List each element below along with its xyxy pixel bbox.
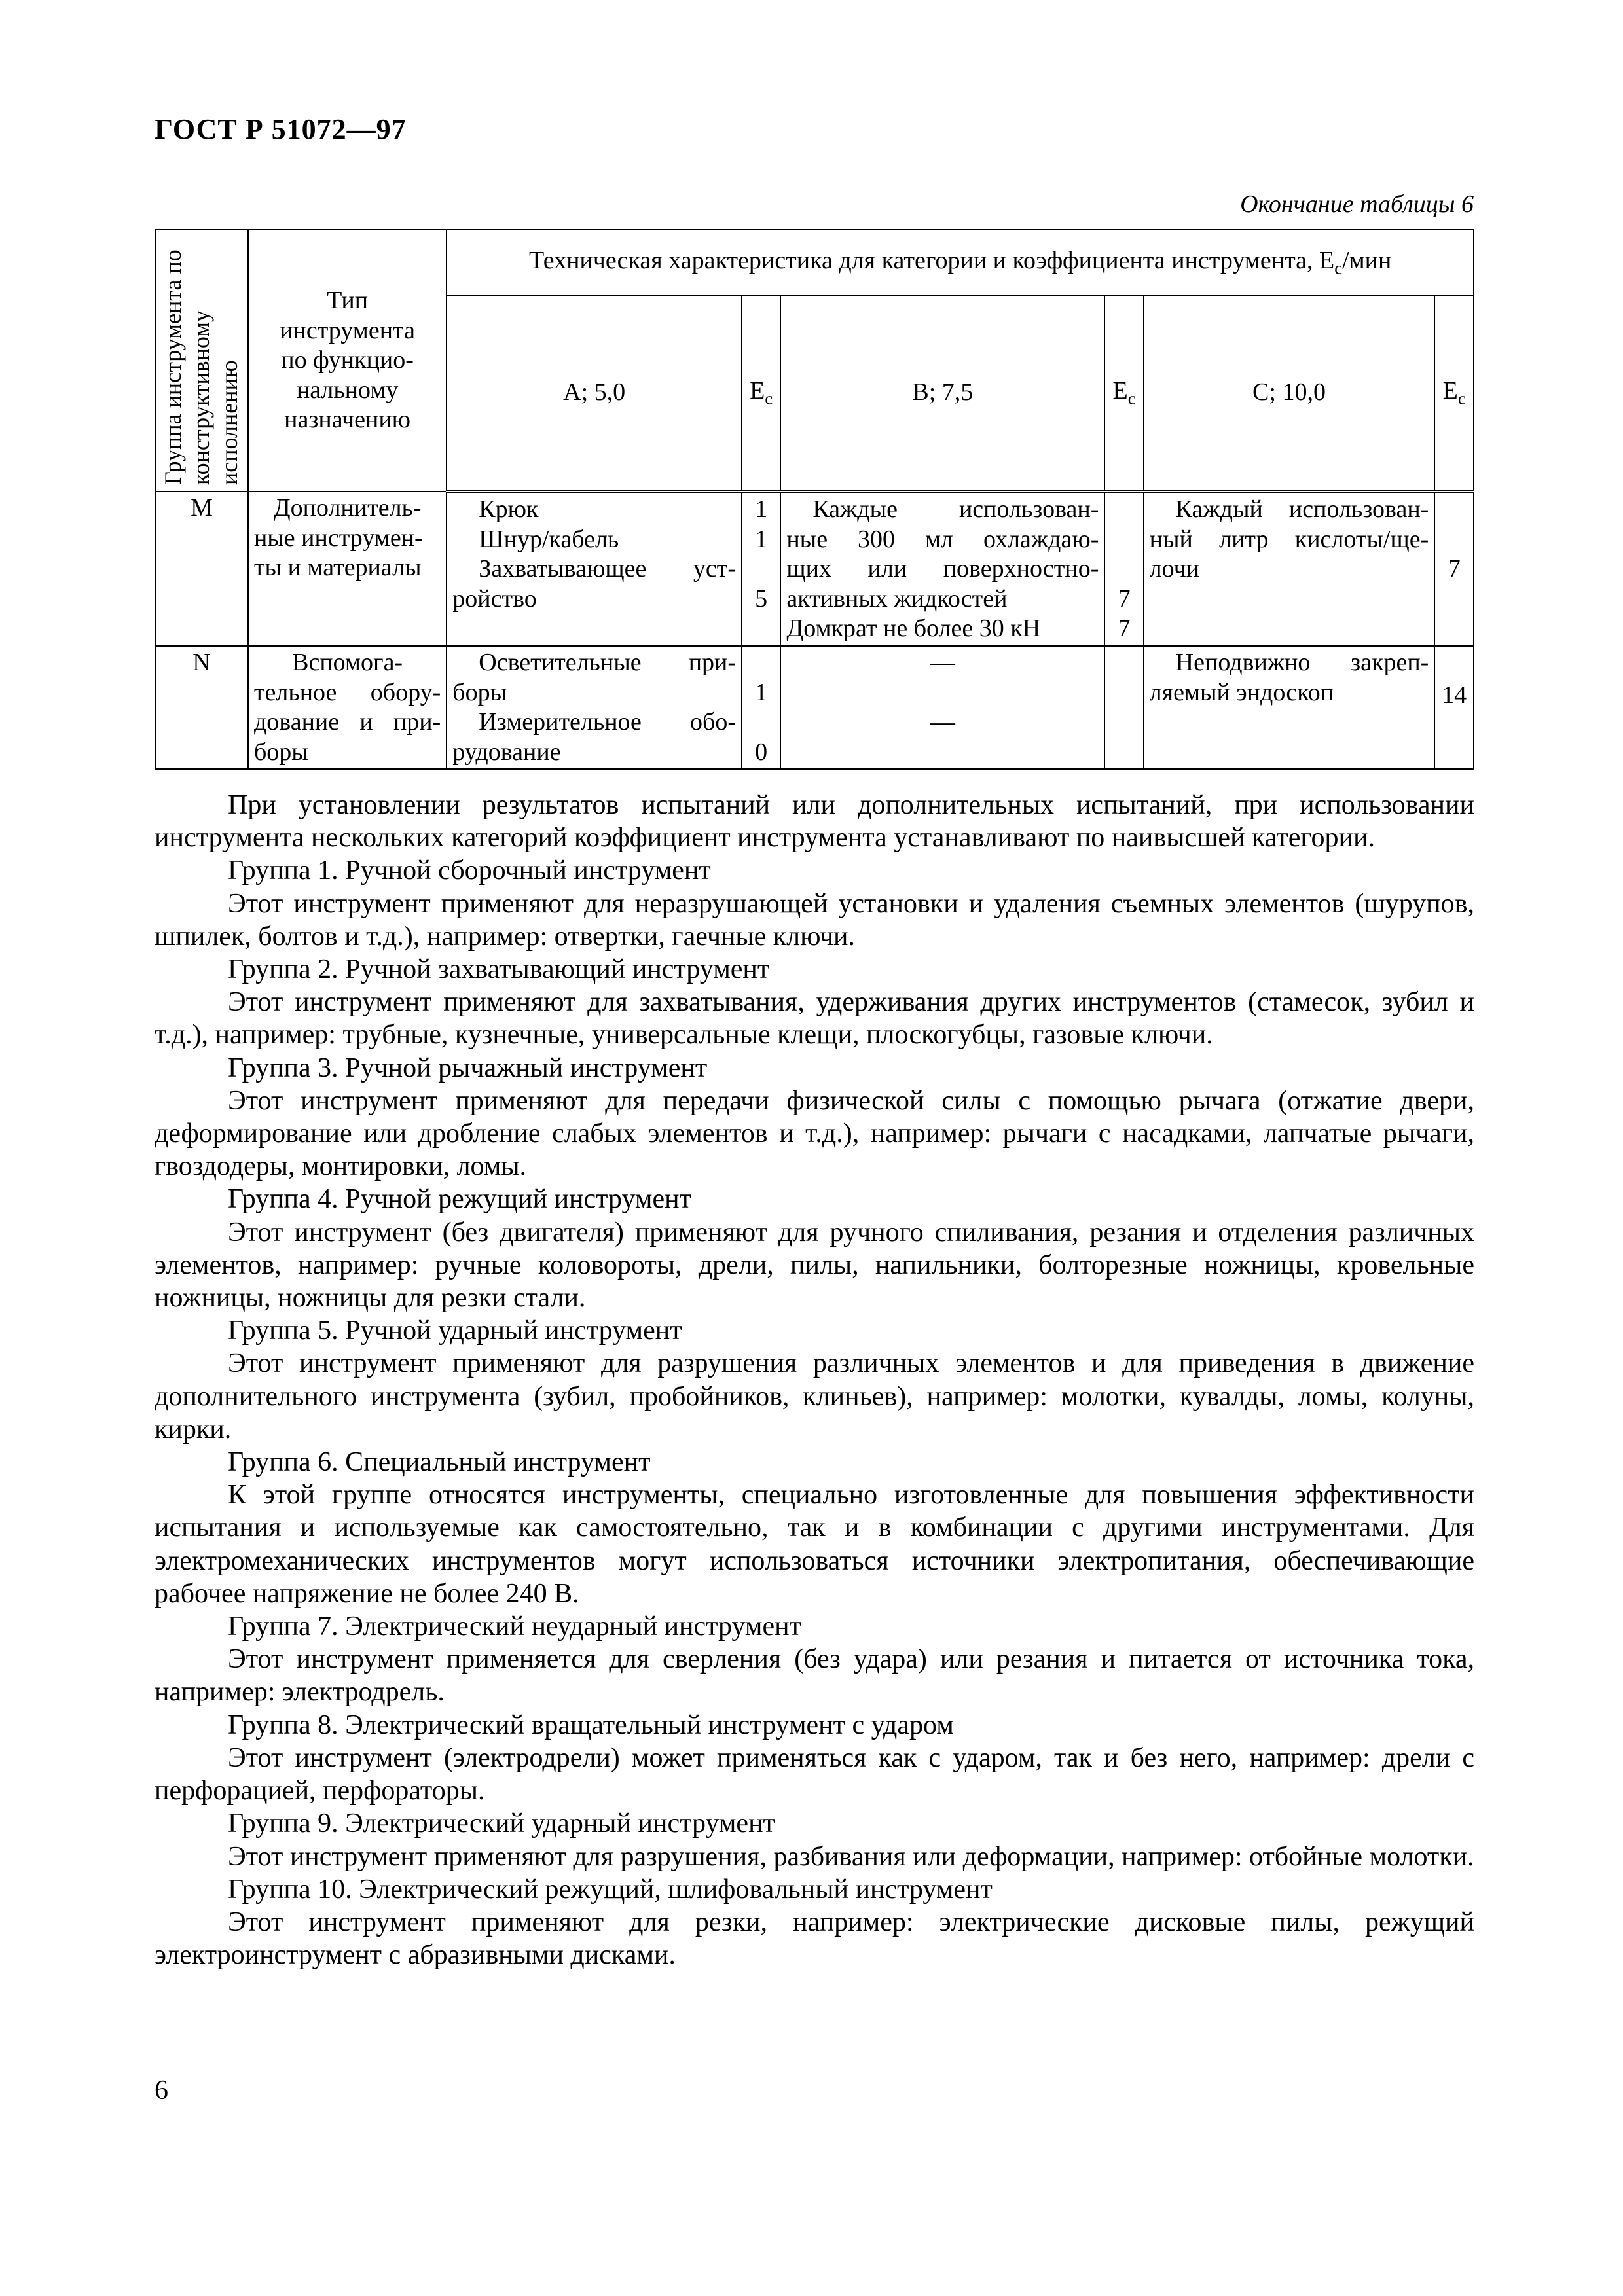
row-cat-a: Крюк Шнур/кабель Захватывающее уст- ройство [447,492,742,646]
ec-a-header: $E_c$ [742,295,780,492]
row-ec-c: 7 [1434,492,1474,646]
paragraph: Этот инструмент применяют для захватывания, удерживания других инструментов (стамесок, зубил и т.д.), например: трубные, кузнечные, универсальные клещи, плоскогубцы, газовые ключи. [155,987,1474,1050]
table-row [155,646,1474,769]
paragraph: Группа 1. Ручной сборочный инструмент [228,855,711,886]
row-cat-a: Осветительные при- боры Измерительное обо- рудование [447,646,742,769]
type-header-cell: Тип инструмента по функцио- нальному назначению [248,230,447,492]
tech-header-cell: Техническая характеристика для категории и коэффициента инструмента, $E_c$/мин [447,230,1474,295]
paragraph: Группа 8. Электрический вращательный инструмент с ударом [228,1710,954,1740]
row-type: Вспомога- тельное обору- дование и при- боры [248,646,447,769]
row-cat-c: Каждый использован- ный литр кислоты/ще- лочи [1144,492,1435,646]
paragraph: При установлении результатов испытаний или дополнительных испытаний, при использовании инструмента нескольких категорий коэффициент инструмента устанавливают по наивысшей категории. [155,790,1474,853]
row-cat-b: Каждые использован- ные 300 мл охлаждаю- щих или поверхностно- активных жидкостей Домкрат не более 30 кН [780,492,1104,646]
paragraph: Группа 10. Электрический режущий, шлифовальный инструмент [228,1874,993,1905]
row-cat-c: Неподвижно закреп- ляемый эндоскоп [1144,646,1435,769]
row-ec-b: 7 7 [1104,492,1143,646]
ec-c-header: $E_c$ [1434,295,1474,492]
paragraph: Группа 4. Ручной режущий инструмент [228,1184,691,1215]
paragraph: Этот инструмент применяют для разрушения, разбивания или деформации, например: отбойные молотки. [228,1841,1474,1872]
cat-a-header: A; 5,0 [447,295,742,492]
paragraph: Этот инструмент применяют для неразрушающей установки и удаления съемных элементов (шурупов, шпилек, болтов и т.д.), например: отвертки, гаечные ключи. [155,888,1474,952]
paragraph: Группа 2. Ручной захватывающий инструмент [228,954,770,985]
row-ec-a: 1 1 5 [742,492,780,646]
paragraph: Группа 3. Ручной рычажный инструмент [228,1052,708,1083]
paragraph: Этот инструмент применяется для сверления (без удара) или резания и питается от источника тока, например: электродрель. [155,1644,1474,1708]
page-number: 6 [155,2075,168,2106]
row-ec-a: 1 0 [742,646,780,769]
row-group: N [155,646,248,769]
paragraph: Этот инструмент применяют для разрушения различных элементов и для приведения в движение дополнительного инструмента (зубил, пробойников, клиньев), например: молотки, кувалды, ломы, колуны, кирки. [155,1348,1474,1444]
paragraph: Группа 6. Специальный инструмент [228,1447,651,1478]
row-cat-b: — — [780,646,1104,769]
paragraph: Группа 9. Электрический ударный инструмент [228,1808,775,1839]
paragraph: Группа 7. Электрический неударный инструмент [228,1611,801,1642]
table-row [155,492,1474,646]
body-text [155,789,1474,1971]
paragraph: Группа 5. Ручной ударный инструмент [228,1316,682,1346]
paragraph: К этой группе относятся инструменты, специально изготовленные для повышения эффективности испытания и используемые как самостоятельно, так и в комбинации с другими инструментами. Для электромеханических инструментов могут использоваться источники электропитания, обеспечивающие рабочее напряжение не более 240 В. [155,1480,1474,1609]
cat-b-header: B; 7,5 [780,295,1104,492]
paragraph: Этот инструмент применяют для резки, например: электрические дисковые пилы, режущий электроинструмент с абразивными дисками. [155,1907,1474,1971]
paragraph: Этот инструмент применяют для передачи физической силы с помощью рычага (отжатие двери, деформирование или дробление слабых элементов и т.д.), например: рычаги с насадками, лапчатые рычаги, гвоздодеры, монтировки, ломы. [155,1085,1474,1182]
group-header-text: Группа инструмента по конструктивному исполнению [160,249,243,485]
document-header: ГОСТ Р 51072—97 [155,113,407,145]
row-ec-b [1104,646,1143,769]
paragraph: Этот инструмент (электродрели) может применяться как с ударом, так и без него, например: дрели с перфорацией, перфораторы. [155,1742,1474,1806]
row-ec-c: 14 [1434,646,1474,769]
table-caption: Окончание таблицы 6 [1240,190,1474,218]
row-group: M [155,492,248,646]
group-header-cell [155,230,248,492]
cat-c-header: C; 10,0 [1144,295,1435,492]
row-type: Дополнитель- ные инструмен- ты и материалы [248,492,447,646]
table-6 [155,229,1474,770]
ec-b-header: $E_c$ [1104,295,1143,492]
paragraph: Этот инструмент (без двигателя) применяют для ручного спиливания, резания и отделения различных элементов, например: ручные коловороты, дрели, пилы, напильники, болторезные ножницы, кровельные ножницы, ножницы для резки стали. [155,1217,1474,1314]
